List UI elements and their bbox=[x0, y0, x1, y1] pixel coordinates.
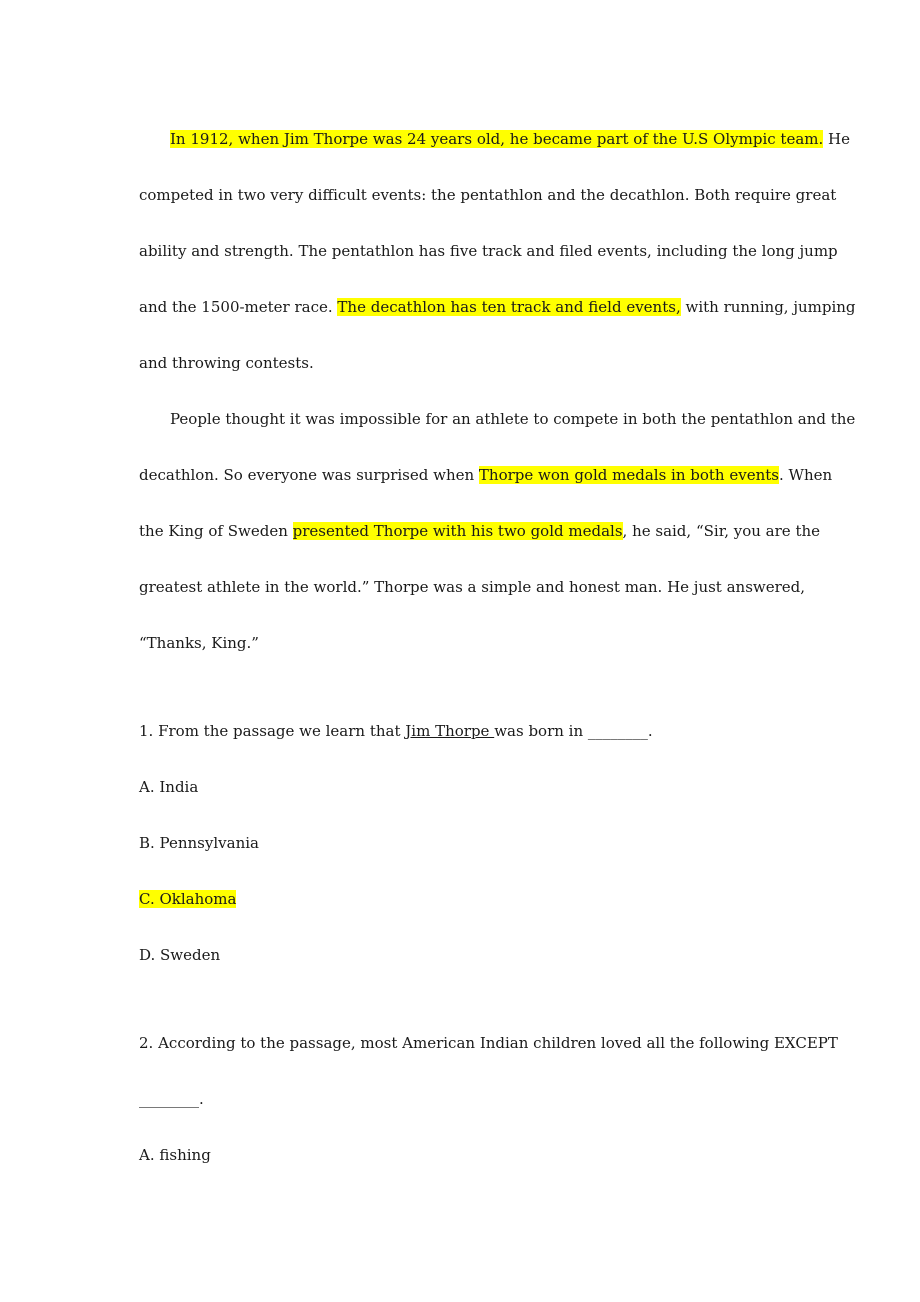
highlight: presented Thorpe with his two gold medals bbox=[292, 522, 623, 540]
passage-p1-line-5: and throwing contests. bbox=[139, 354, 314, 372]
passage-p1-line-2: competed in two very difficult events: the pentathlon and the decathlon. Both require great bbox=[139, 186, 837, 204]
passage-p1-line-1: In 1912, when Jim Thorpe was 24 years old, he became part of the U.S Olympic team. He bbox=[170, 130, 850, 148]
highlight: In 1912, when Jim Thorpe was 24 years old, he became part of the U.S Olympic team. bbox=[170, 130, 824, 148]
passage-p2-line-3: the King of Sweden presented Thorpe with his two gold medals, he said, “Sir, you are the bbox=[139, 522, 821, 540]
highlight: Thorpe won gold medals in both events bbox=[478, 466, 779, 484]
question-2-stem-line-2: ________. bbox=[139, 1090, 204, 1108]
highlight: C. Oklahoma bbox=[139, 890, 237, 908]
passage-p1-line-4: and the 1500-meter race. The decathlon has ten track and field events, with running, jumping bbox=[139, 298, 856, 316]
highlight: The decathlon has ten track and field events, bbox=[337, 298, 681, 316]
passage-p1-line-3: ability and strength. The pentathlon has five track and filed events, including the long jump bbox=[139, 242, 838, 260]
question-2-stem-line-1: 2. According to the passage, most American Indian children loved all the following EXCEPT bbox=[139, 1034, 838, 1052]
question-1-stem: 1. From the passage we learn that Jim Thorpe was born in ________. bbox=[139, 722, 653, 740]
question-1-option-d: D. Sweden bbox=[139, 946, 221, 964]
passage-p2-line-5: “Thanks, King.” bbox=[139, 634, 259, 652]
passage-p2-line-4: greatest athlete in the world.” Thorpe was a simple and honest man. He just answered, bbox=[139, 578, 806, 596]
passage-p2-line-2: decathlon. So everyone was surprised when Thorpe won gold medals in both events. When bbox=[139, 466, 833, 484]
question-1-option-a: A. India bbox=[139, 778, 199, 796]
question-1-option-b: B. Pennsylvania bbox=[139, 834, 259, 852]
underlined-text: Jim Thorpe bbox=[405, 722, 495, 740]
question-1-option-c bbox=[139, 889, 799, 909]
question-2-option-a: A. fishing bbox=[139, 1146, 211, 1164]
passage-p2-line-1: People thought it was impossible for an athlete to compete in both the pentathlon and the bbox=[170, 410, 856, 428]
